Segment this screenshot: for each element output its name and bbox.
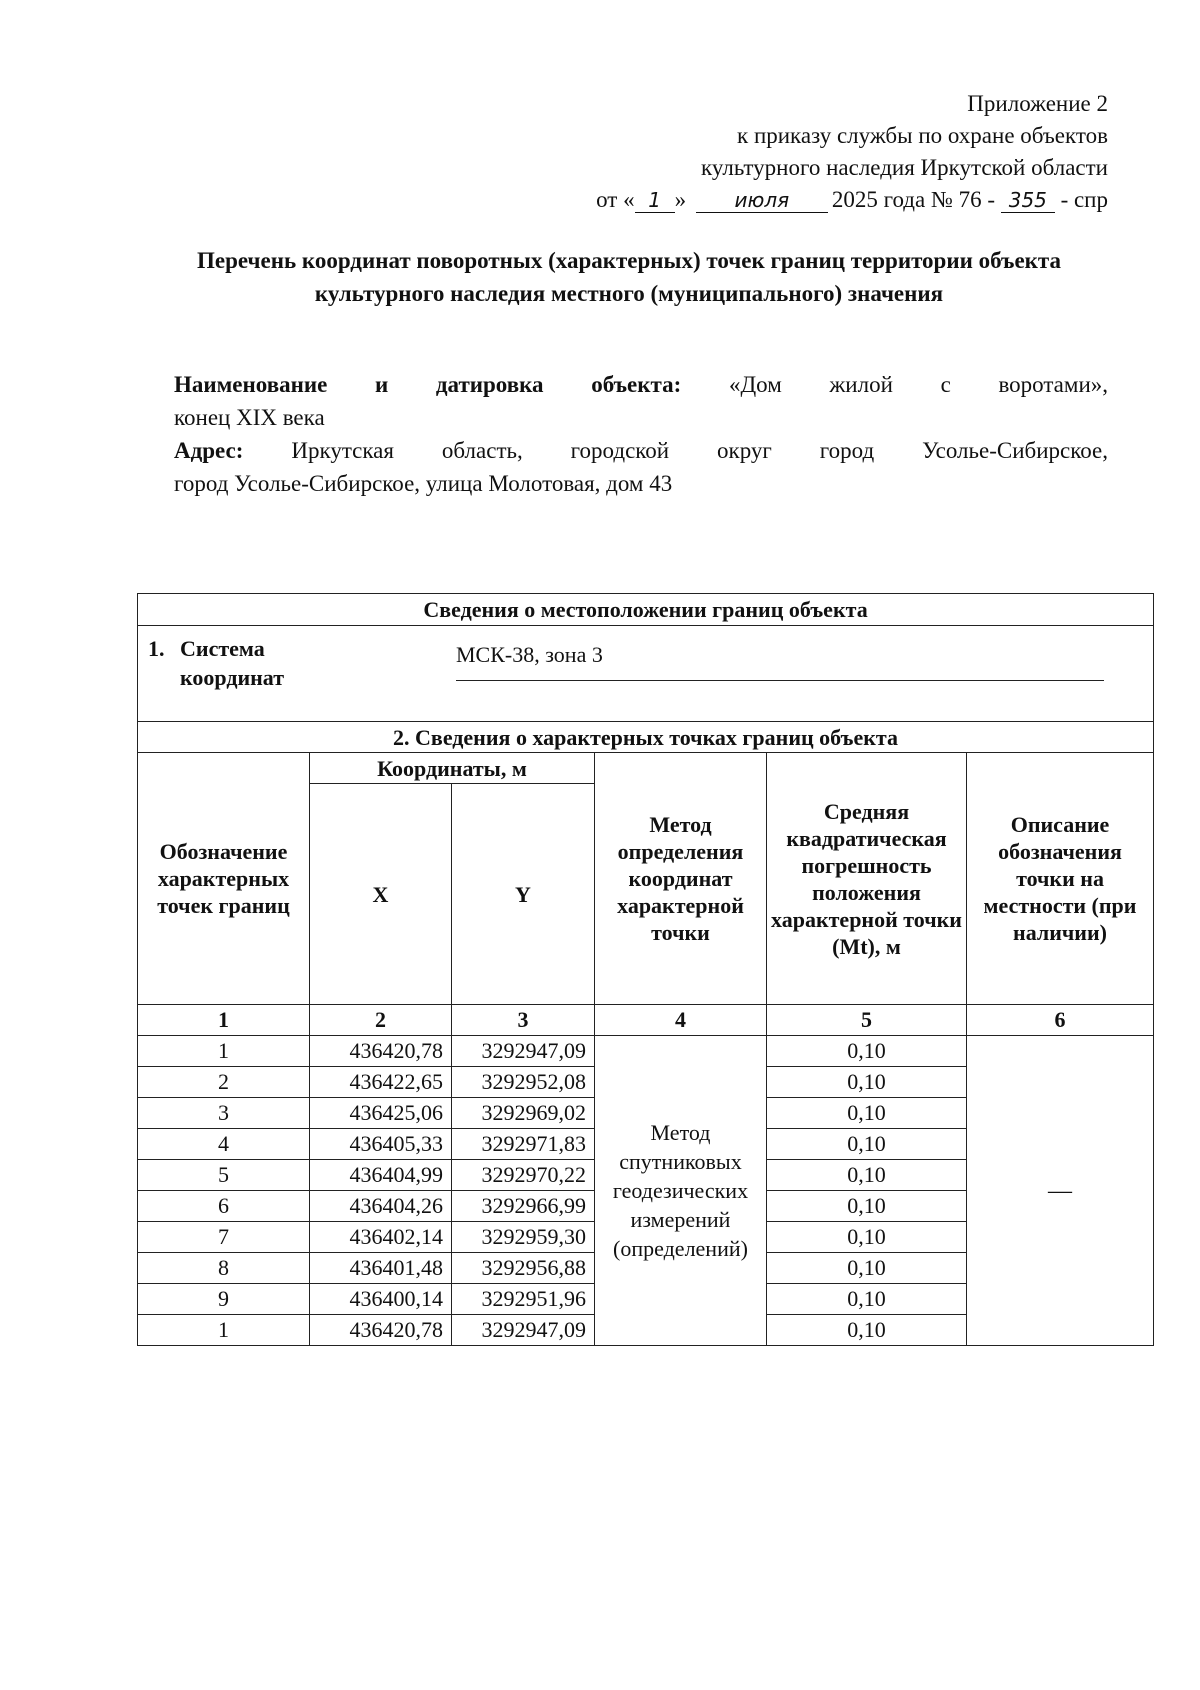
mt-value: 0,10 [767,1129,967,1160]
coord-x: 436401,48 [310,1253,452,1284]
object-name-value-part2: конец XIX века [174,405,325,430]
coord-x: 436425,06 [310,1098,452,1129]
mt-value: 0,10 [767,1284,967,1315]
coord-x: 436420,78 [310,1036,452,1067]
mt-value: 0,10 [767,1191,967,1222]
point-id: 3 [138,1098,310,1129]
coord-y: 3292969,02 [452,1098,595,1129]
handwritten-day: 1 [635,188,675,213]
point-id: 6 [138,1191,310,1222]
col-coords-header: Координаты, м [310,753,595,784]
col-x-header: X [310,784,452,1005]
address-value-part2: город Усолье-Сибирское, улица Молотовая, дом 43 [174,471,673,496]
mt-value: 0,10 [767,1253,967,1284]
date-prefix: от « [596,187,635,212]
object-info [174,368,1108,500]
mt-value: 0,10 [767,1222,967,1253]
coord-x: 436404,26 [310,1191,452,1222]
appendix-order-ref: к приказу службы по охране объектов [737,123,1108,148]
address-value-part1: Иркутская область, городской округ город Усолье-Сибирское, [291,438,1109,463]
coord-y: 3292970,22 [452,1160,595,1191]
mt-value: 0,10 [767,1315,967,1346]
col-number-1: 1 [138,1005,310,1036]
point-id: 9 [138,1284,310,1315]
col-method-header: Метод определения координат характерной точки [595,753,767,1005]
appendix-header [596,88,1108,216]
col-number-4: 4 [595,1005,767,1036]
point-id: 1 [138,1036,310,1067]
col-number-2: 2 [310,1005,452,1036]
coord-y: 3292947,09 [452,1036,595,1067]
date-mid: » [674,187,687,212]
address-label: Адрес: [174,438,244,463]
coord-system-value: МСК-38, зона 3 [456,641,1104,681]
appendix-authority: культурного наследия Иркутской области [701,155,1108,180]
coord-x: 436400,14 [310,1284,452,1315]
boundary-table [137,593,1154,1346]
desc-cell: — [967,1036,1154,1346]
section2-title: 2. Сведения о характерных точках границ объекта [138,722,1154,753]
col-number-3: 3 [452,1005,595,1036]
section-title: Сведения о местоположении границ объекта [138,594,1154,626]
object-name-line1 [174,368,1108,401]
year-text: 2025 года № 76 - [831,187,996,212]
object-name-line2 [174,401,1108,434]
mt-value: 0,10 [767,1160,967,1191]
mt-value: 0,10 [767,1036,967,1067]
coord-x: 436405,33 [310,1129,452,1160]
col-number-5: 5 [767,1005,967,1036]
coord-system-label [148,634,330,692]
coord-y: 3292951,96 [452,1284,595,1315]
coord-x: 436404,99 [310,1160,452,1191]
address-line1 [174,434,1108,467]
point-id: 1 [138,1315,310,1346]
address-line2 [174,467,1108,500]
table-row [138,1036,1154,1067]
coord-y: 3292971,83 [452,1129,595,1160]
handwritten-order-number: 355 [1001,188,1055,213]
order-suffix: - спр [1060,187,1108,212]
coord-x: 436420,78 [310,1315,452,1346]
handwritten-month: июля [696,188,828,213]
col-y-header: Y [452,784,595,1005]
object-name-label: Наименование и датировка объекта: [174,372,682,397]
point-id: 7 [138,1222,310,1253]
col-error-header: Средняя квадратическая погрешность положения характерной точки (Mt), м [767,753,967,1005]
point-id: 5 [138,1160,310,1191]
col-desc-header: Описание обозначения точки на местности (при наличии) [967,753,1154,1005]
appendix-title: Приложение 2 [967,91,1108,116]
method-cell: Метод спутниковых геодезических измерений (определений) [595,1036,767,1346]
coord-y: 3292959,30 [452,1222,595,1253]
coord-x: 436402,14 [310,1222,452,1253]
coord-x: 436422,65 [310,1067,452,1098]
point-id: 2 [138,1067,310,1098]
mt-value: 0,10 [767,1098,967,1129]
coord-y: 3292956,88 [452,1253,595,1284]
point-id: 8 [138,1253,310,1284]
coord-system-number: 1. [148,636,165,661]
mt-value: 0,10 [767,1067,967,1098]
coord-y: 3292966,99 [452,1191,595,1222]
col-point-header: Обозначение характерных точек границ [138,753,310,1005]
point-id: 4 [138,1129,310,1160]
col-number-6: 6 [967,1005,1154,1036]
coord-system-label-text: Система координат [180,636,285,690]
document-title: Перечень координат поворотных (характерных) точек границ территории объекта культурного наследия местного (муниципального) значения [197,248,1061,306]
appendix-date-line [596,184,1108,216]
object-name-value-part1: «Дом жилой с воротами», [728,372,1108,397]
coord-y: 3292952,08 [452,1067,595,1098]
coord-y: 3292947,09 [452,1315,595,1346]
coord-system-cell [138,626,1154,722]
